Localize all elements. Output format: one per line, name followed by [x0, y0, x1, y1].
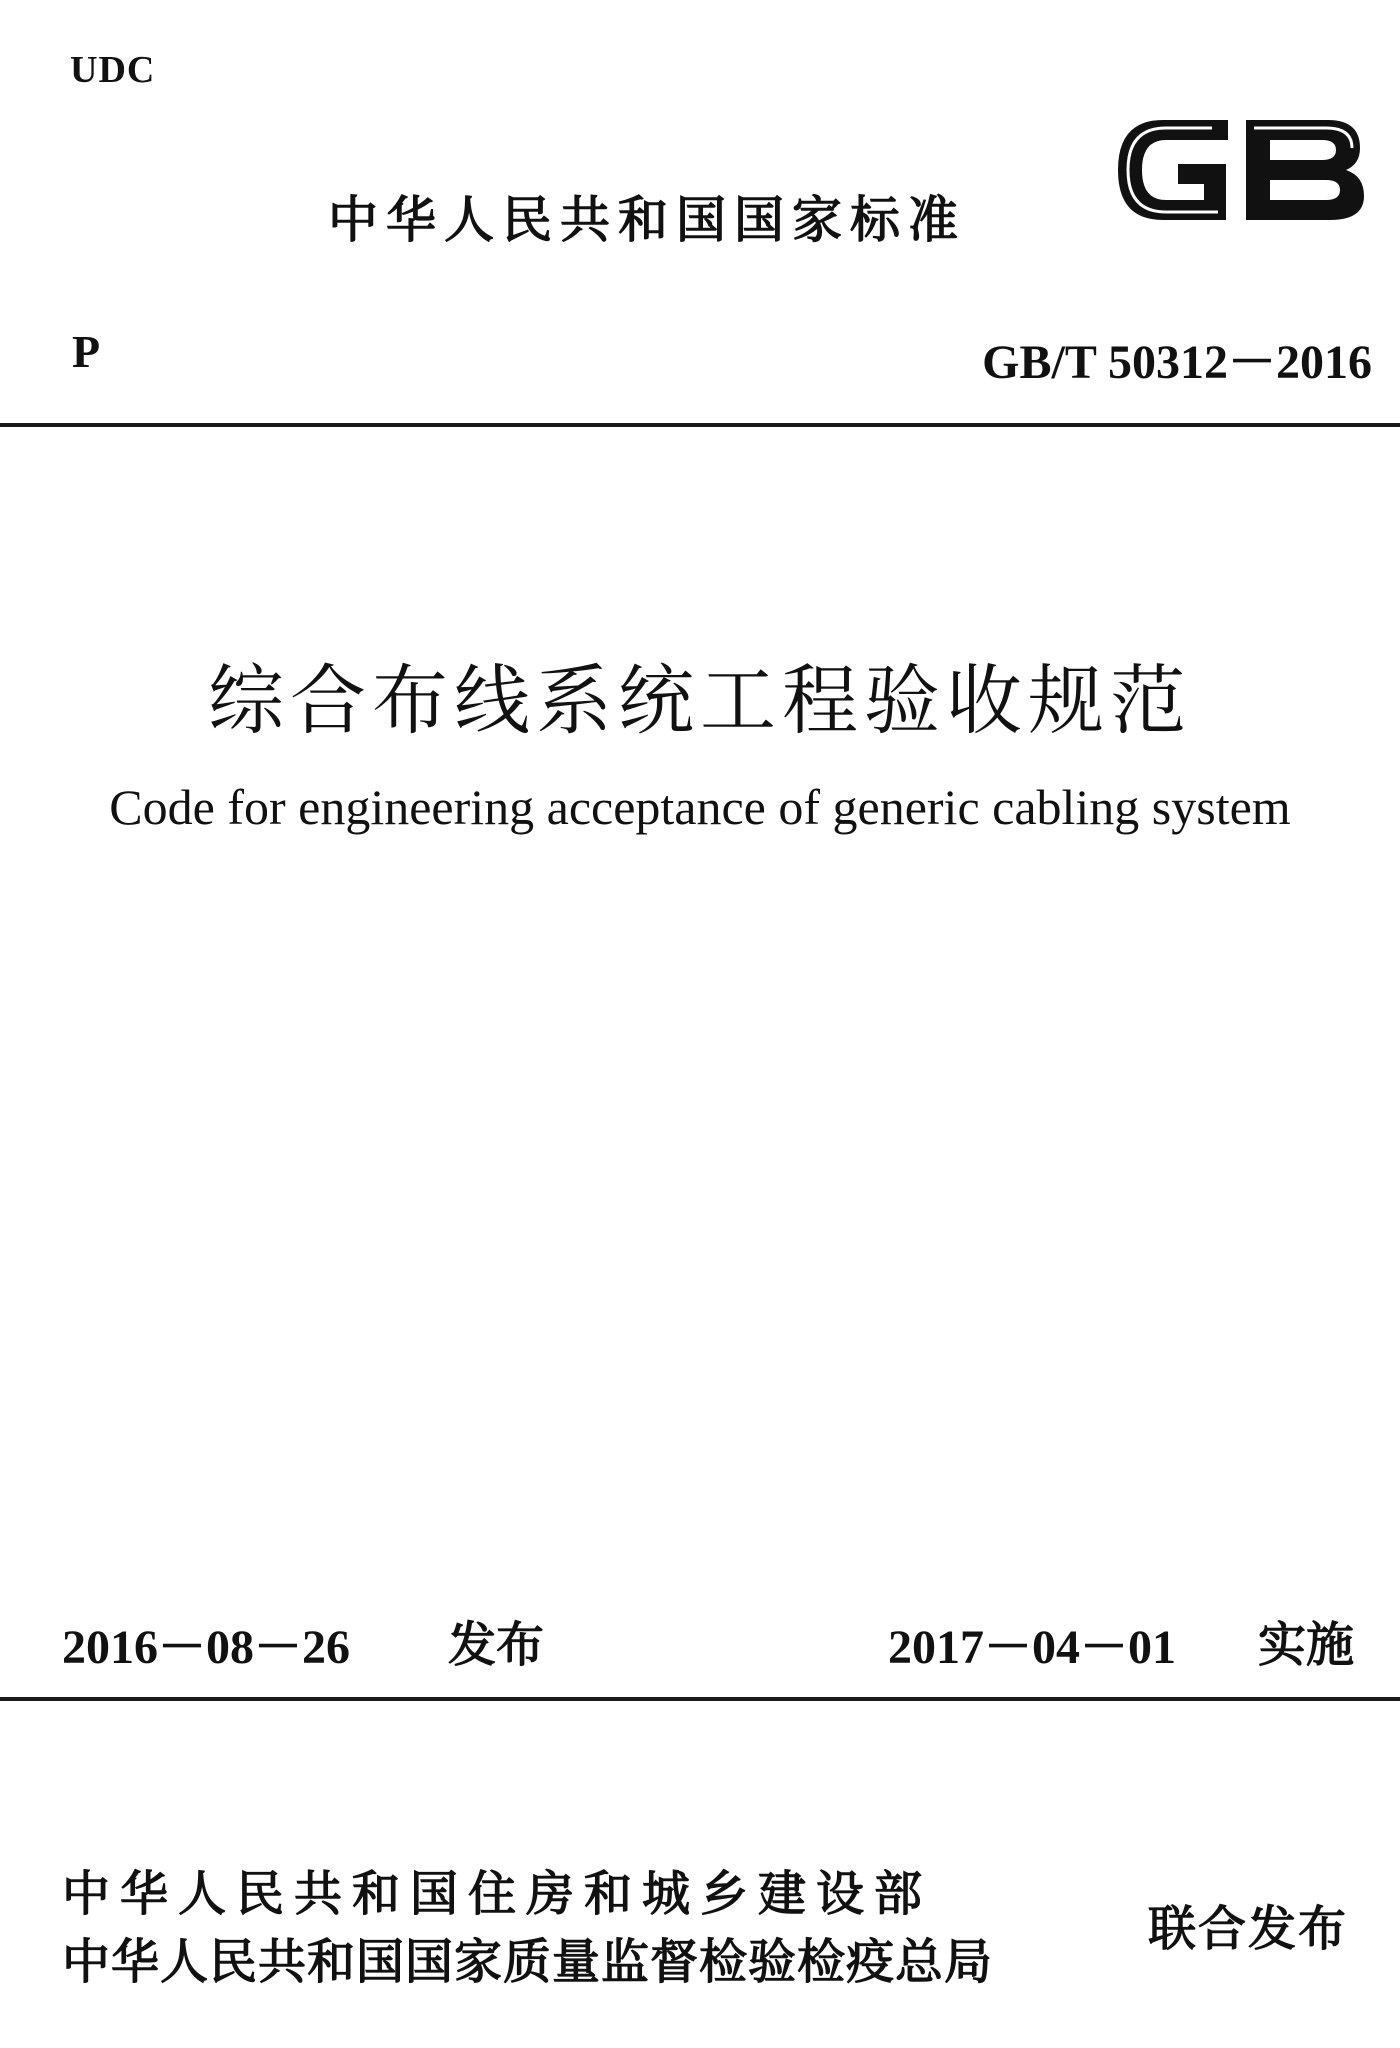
- udc-label: UDC: [70, 49, 156, 91]
- title-english: Code for engineering acceptance of generic cabling system: [109, 779, 1291, 835]
- issuer-quality-administration: 中华人民共和国国家质量监督检验检疫总局: [62, 1934, 994, 1990]
- bottom-divider: [0, 1697, 1400, 1701]
- title-chinese: 综合布线系统工程验收规范: [208, 656, 1192, 745]
- top-divider: [0, 423, 1400, 427]
- gb-logo: [1108, 100, 1372, 240]
- issue-label: 发布: [448, 1617, 545, 1673]
- issue-date: 2016－08－26: [62, 1621, 351, 1674]
- category-code: P: [72, 326, 101, 377]
- implementation-label: 实施: [1258, 1617, 1355, 1673]
- standard-number: GB/T 50312－2016: [982, 336, 1372, 389]
- national-standard-heading: 中华人民共和国国家标准: [328, 191, 966, 249]
- joint-publication-label: 联合发布: [1148, 1901, 1349, 1957]
- implementation-date: 2017－04－01: [888, 1621, 1177, 1674]
- issuer-ministry-housing: 中华人民共和国住房和城乡建设部: [62, 1866, 933, 1922]
